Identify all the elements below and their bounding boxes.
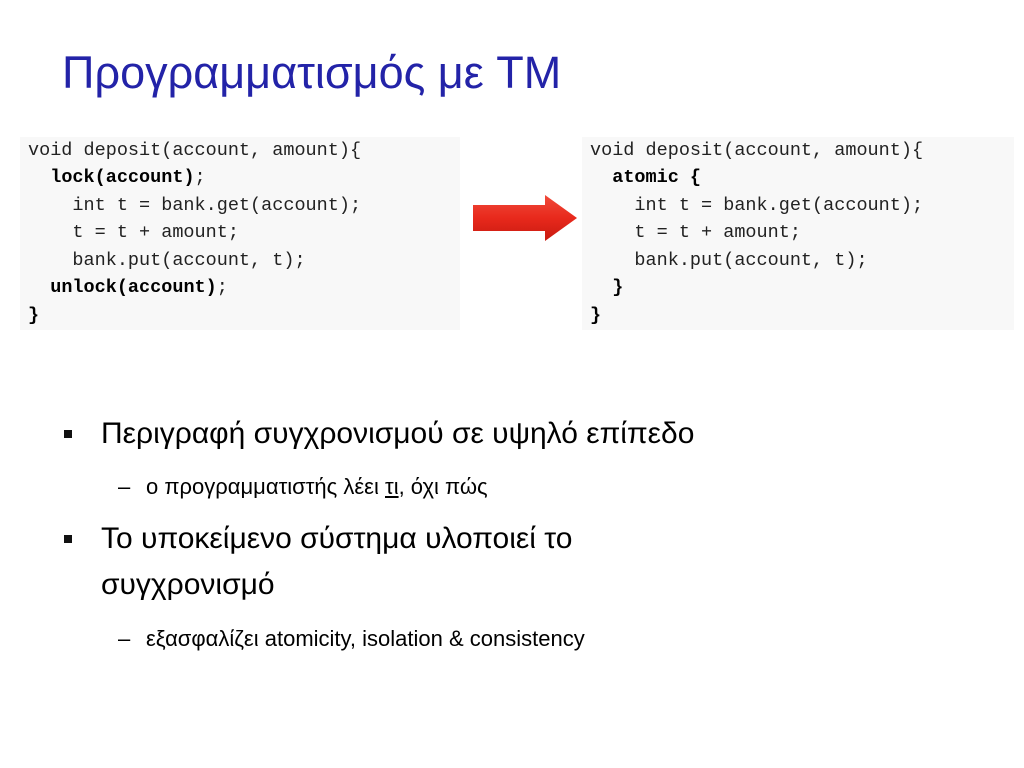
slide-title: Προγραμματισμός με TM — [62, 47, 562, 98]
square-bullet-icon — [64, 535, 72, 543]
arrow-shape — [473, 195, 577, 241]
code-line-closing-brace: } — [612, 277, 624, 298]
dash-bullet-icon: – — [118, 626, 131, 651]
square-bullet-icon — [64, 430, 72, 438]
code-line: void deposit(account, amount){ — [590, 140, 924, 161]
emphasis-word: τι — [385, 474, 399, 499]
code-line: void deposit(account, amount){ — [28, 140, 362, 161]
code-line: } — [590, 305, 602, 326]
right-arrow-icon — [471, 194, 579, 242]
bullet-text-line1: Το υποκείμενο σύστημα υλοποιεί το — [101, 522, 573, 555]
sub-bullet-text: ο προγραμματιστής λέει τι, όχι πώς — [146, 474, 488, 499]
code-line: t = t + amount; — [590, 222, 801, 243]
code-line: int t = bank.get(account); — [590, 195, 924, 216]
code-line-atomic: atomic { — [612, 167, 702, 188]
bullet-text: Περιγραφή συγχρονισμού σε υψηλό επίπεδο — [101, 417, 695, 450]
code-line: } — [28, 305, 40, 326]
code-line-lock: lock(account); — [50, 167, 206, 188]
code-line: bank.put(account, t); — [28, 250, 306, 271]
code-line: int t = bank.get(account); — [28, 195, 362, 216]
tm-code-block — [582, 137, 1014, 330]
code-line: bank.put(account, t); — [590, 250, 868, 271]
code-line-unlock: unlock(account); — [50, 277, 228, 298]
sub-bullet-text: εξασφαλίζει atomicity, isolation & consistency — [146, 626, 585, 651]
code-line: t = t + amount; — [28, 222, 239, 243]
lock-code-block — [20, 137, 460, 330]
dash-bullet-icon: – — [118, 474, 131, 499]
bullet-text-line2: συγχρονισμό — [101, 568, 275, 601]
